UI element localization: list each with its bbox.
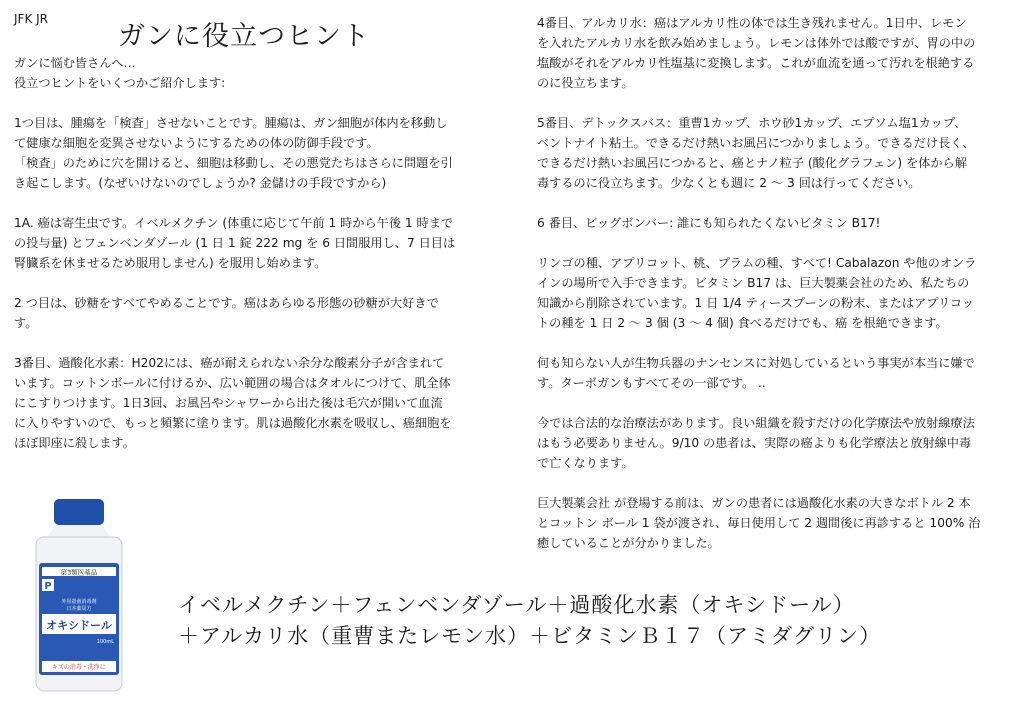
text-line: 今では合法的な治療法があります。良い組織を殺すだけの化学療法や放射線療法 bbox=[537, 416, 975, 430]
text-line: できるだけ熱いお風呂につかると、癌とナノ粒子 (酸化グラフェン) を体から解 bbox=[537, 156, 967, 170]
text-line: に入りやすいので、もっと頻繁に塗ります。肌は過酸化水素を吸収し、癌細胞を bbox=[14, 416, 452, 430]
text-line: リンゴの種、アプリコット、桃、プラムの種、すべて! Cabalazon や他のオンラ bbox=[537, 256, 977, 270]
paragraph bbox=[537, 413, 1013, 473]
bottle-small-line-2: 日本薬局方 bbox=[66, 606, 92, 612]
formula-line-1: イベルメクチン＋フェンベンダゾール＋過酸化水素（オキシドール） bbox=[178, 593, 855, 617]
text-line: の投与量) とフェンベンダゾール (1 日 1 錠 222 mg を 6 日間服用し、7 日目は bbox=[14, 236, 456, 250]
text-line: ベントナイト粘土。できるだけ熱いお風呂につかりましょう。できるだけ長く、 bbox=[537, 136, 975, 150]
text-line: 塩酸がそれをアルカリ性塩基に変換します。これが血流を通って汚れを根絶する bbox=[537, 56, 975, 70]
paragraph bbox=[14, 113, 512, 193]
bottle-volume: 100mL bbox=[96, 639, 114, 645]
text-line: 3番目、過酸化水素：H202には、癌が耐えられない余分な酸素分子が含まれて bbox=[14, 356, 445, 370]
text-line: ガンに悩む皆さんへ… bbox=[14, 56, 136, 70]
bottle-small-line-1: 外用殺菌消毒剤 bbox=[61, 599, 97, 605]
oxydol-bottle-image bbox=[30, 497, 128, 695]
text-line: にこすりつけます。1日3回、お風呂やシャワーから出た後は毛穴が開いて血流 bbox=[14, 396, 443, 410]
paragraph bbox=[14, 213, 512, 273]
text-line: 役立つヒントをいくつかご紹介します: bbox=[14, 76, 226, 90]
bottle-bottom-label: キズの消毒・洗浄に bbox=[52, 664, 106, 671]
text-line: 1A. 癌は寄生虫です。イベルメクチン (体重に応じて午前 1 時から午後 1 時まで bbox=[14, 216, 454, 230]
bottle-product-name: オキシドール bbox=[46, 619, 112, 632]
paragraph bbox=[537, 493, 1013, 553]
text-line: 巨大製薬会社 が登場する前は、ガンの患者には過酸化水素の大きなボトル 2 本 bbox=[537, 496, 971, 510]
text-line: 1つ目は、腫瘍を「検査」させないことです。腫瘍は、ガン細胞が体内を移動し bbox=[14, 116, 448, 130]
left-column bbox=[14, 53, 512, 453]
text-line: 知識から削除されています。1 日 1/4 ティースプーンの粉末、またはアプリコッ bbox=[537, 296, 975, 310]
text-line: 毒するのに役立ちます。少なくとも週に 2 〜 3 回は行ってください。 bbox=[537, 176, 921, 190]
paragraph bbox=[537, 253, 1013, 333]
text-line: 「検査」のために穴を開けると、細胞は移動し、その悪党たちはさらに問題を引 bbox=[14, 156, 453, 170]
text-line: き起こします。(なぜいけないのでしょうか? 金儲けの手段ですから) bbox=[14, 176, 387, 190]
text-line: 何も知らない人が生物兵器のナンセンスに対処しているという事実が本当に嫌で bbox=[537, 356, 975, 370]
text-line: とコットン ボール 1 袋が渡され、毎日使用して 2 週間後に再診すると 100% 治 bbox=[537, 516, 981, 530]
text-line: て健康な細胞を変異させないようにするための体の防御手段です。 bbox=[14, 136, 379, 150]
bottle-cap bbox=[54, 499, 104, 525]
formula-line-2: ＋アルカリ水（重曹またレモン水）＋ビタミンＢ１７（アミダグリン） bbox=[178, 624, 882, 648]
text-line: のに役立ちます。 bbox=[537, 76, 634, 90]
text-line: インの場所で入手できます。ビタミン B17 は、巨大製薬会社のため、私たちの bbox=[537, 276, 970, 290]
paragraph bbox=[537, 213, 1013, 233]
text-line: 癒していることが分かりました。 bbox=[537, 536, 720, 550]
text-line: 5番目、デトックスバス：重曹1カップ、ホウ砂1カップ、エプソム塩1カップ、 bbox=[537, 116, 967, 130]
text-line: す。ターボガンもすべてその一部です。 .. bbox=[537, 376, 766, 390]
paragraph bbox=[537, 353, 1013, 393]
author-label: JFK JR bbox=[14, 12, 49, 26]
right-column bbox=[537, 13, 1013, 553]
formula-block bbox=[178, 590, 1014, 652]
text-line: はもう必要ありません。9/10 の患者は、実際の癌よりも化学療法と放射線中毒 bbox=[537, 436, 972, 450]
text-line: 2 つ目は、砂糖をすべてやめることです。癌はあらゆる形態の砂糖が大好きで bbox=[14, 296, 439, 310]
text-line: で亡くなります。 bbox=[537, 456, 634, 470]
text-line: 腎臓系を休ませるため服用しません) を服用し始めます。 bbox=[14, 256, 327, 270]
page-title: ガンに役立つヒント bbox=[118, 21, 370, 52]
text-line: 6 番目、ビッグボンバー: 誰にも知られたくないビタミン B17! bbox=[537, 216, 881, 230]
paragraph bbox=[14, 293, 512, 333]
text-line: を入れたアルカリ水を飲み始めましょう。レモンは体外では酸ですが、胃の中の bbox=[537, 36, 976, 50]
text-line: す。 bbox=[14, 316, 38, 330]
paragraph bbox=[14, 53, 512, 93]
bottle-letter: P bbox=[44, 581, 52, 592]
paragraph bbox=[537, 113, 1013, 193]
paragraph bbox=[537, 13, 1013, 93]
paragraph bbox=[14, 353, 512, 453]
text-line: ほぼ即座に殺します。 bbox=[14, 436, 135, 450]
text-line: 4番目、アルカリ水：癌はアルカリ性の体では生き残れません。1日中、レモン bbox=[537, 16, 967, 30]
text-line: います。コットンボールに付けるか、広い範囲の場合はタオルにつけて、肌全体 bbox=[14, 376, 451, 390]
text-line: トの種を 1 日 2 〜 3 個 (3 〜 4 個) 食べるだけでも、癌 を根絶できます。 bbox=[537, 316, 948, 330]
bottle-top-label: 第3類医薬品 bbox=[60, 568, 98, 577]
